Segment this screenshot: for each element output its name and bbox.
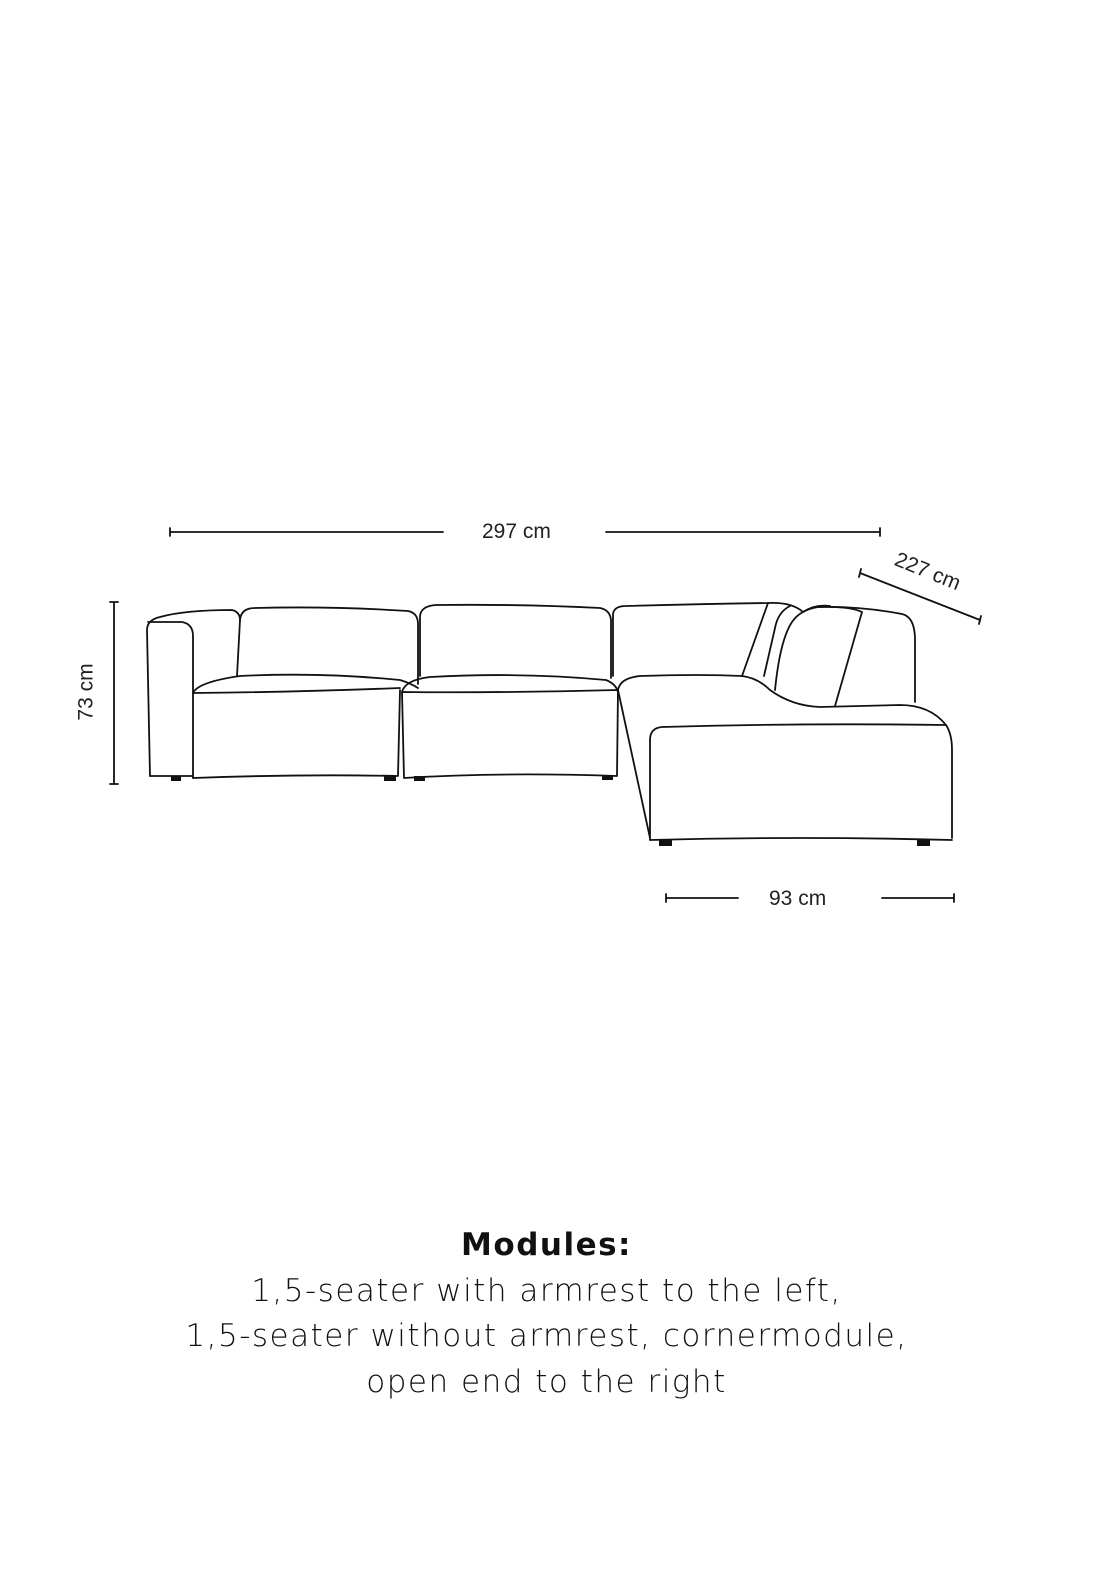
chaise-width-dimension-label: 93 cm <box>769 887 827 910</box>
width-dimension-label: 297 cm <box>482 520 551 543</box>
width-line-left <box>170 528 443 536</box>
height-line <box>110 602 118 784</box>
module-middle <box>402 605 618 781</box>
depth-dimension-label: 227 cm <box>891 547 964 596</box>
chaise-line-left <box>666 894 738 902</box>
modules-line-2: 1,5-seater without armrest, cornermodule, <box>185 1318 908 1354</box>
modules-title: Modules: <box>461 1227 632 1263</box>
modules-line-1: 1,5-seater with armrest to the left, <box>251 1273 842 1309</box>
dimension-lines <box>110 528 981 902</box>
modules-line-3: open end to the right <box>366 1364 727 1400</box>
height-dimension-label: 73 cm <box>74 663 98 721</box>
width-line-right <box>606 528 880 536</box>
chaise-line-right <box>882 894 954 902</box>
module-left-armrest <box>147 607 418 781</box>
module-corner <box>613 603 952 846</box>
